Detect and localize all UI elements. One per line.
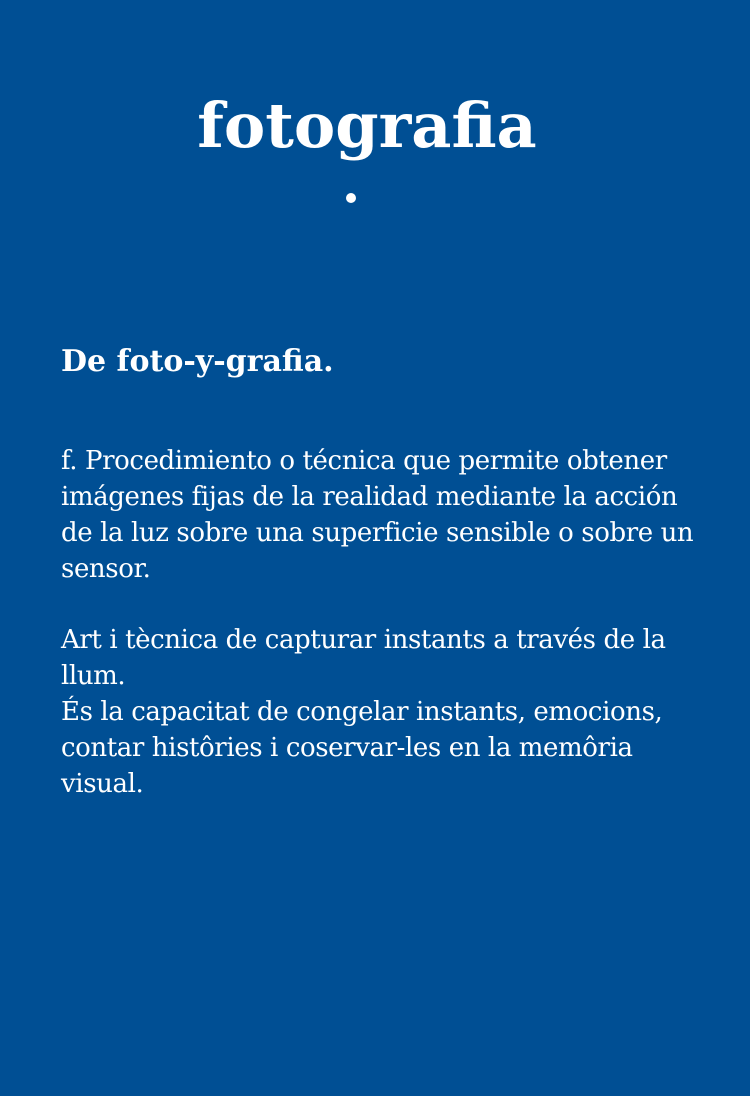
meaning-line: Art i tècnica de capturar instants a través de la <box>61 625 666 655</box>
separator-dot <box>346 193 356 203</box>
definition-line: imágenes fijas de la realidad mediante la acción <box>61 482 678 512</box>
meaning-line: És la capacitat de congelar instants, emocions, <box>61 697 663 727</box>
etymology: De foto-y-grafia. <box>61 344 334 379</box>
meaning-line: contar histôries i coservar-les en la memôria <box>61 733 633 763</box>
meaning-line: llum. <box>61 661 126 691</box>
meaning-paragraph <box>61 622 701 802</box>
definition-line: sensor. <box>61 554 151 584</box>
headword: fotografia <box>197 89 537 162</box>
definition-line: de la luz sobre una superficie sensible o sobre un <box>61 518 694 548</box>
definition-paragraph <box>61 443 711 587</box>
meaning-line: visual. <box>61 769 144 799</box>
definition-line: f. Procedimiento o técnica que permite obtener <box>61 446 667 476</box>
